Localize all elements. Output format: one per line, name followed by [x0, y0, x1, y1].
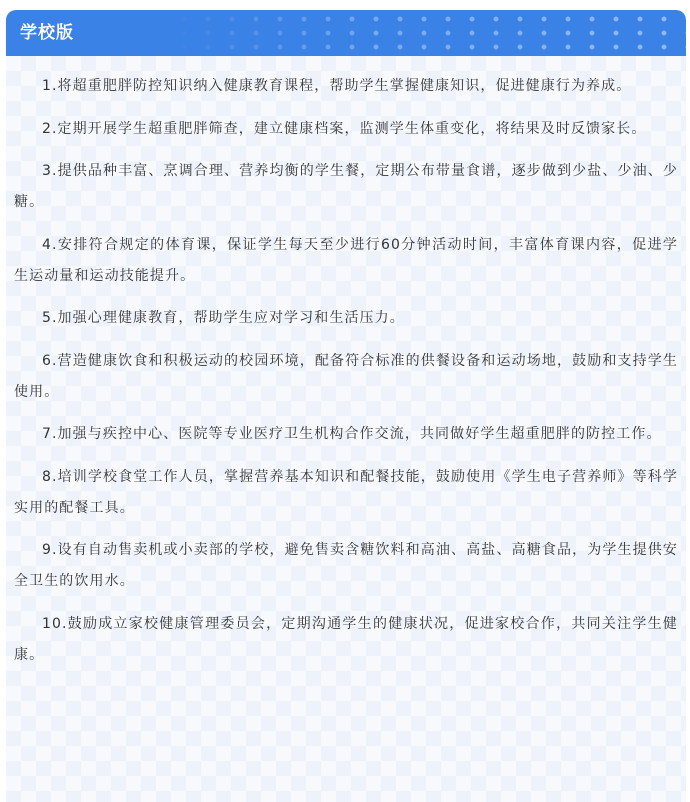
guideline-item-3: 3.提供品种丰富、烹调合理、营养均衡的学生餐，定期公布带量食谱，逐步做到少盐、少油、少糖。	[14, 163, 678, 210]
guideline-item-7: 7.加强与疾控中心、医院等专业医疗卫生机构合作交流，共同做好学生超重肥胖的防控工作。	[42, 426, 662, 442]
section-header	[6, 10, 686, 56]
guideline-item-2: 2.定期开展学生超重肥胖筛查，建立健康档案，监测学生体重变化，将结果及时反馈家长。	[42, 120, 647, 137]
guideline-item-6: 6.营造健康饮食和积极运动的校园环境，配备符合标准的供餐设备和运动场地，鼓励和支持学生使用。	[14, 352, 678, 400]
guideline-item-4: 4.安排符合规定的体育课，保证学生每天至少进行60分钟活动时间，丰富体育课内容，促进学生运动量和运动技能提升。	[14, 236, 678, 284]
guideline-item-5: 5.加强心理健康教育，帮助学生应对学习和生活压力。	[42, 310, 405, 326]
guideline-item-9: 9.设有自动售卖机或小卖部的学校，避免售卖含糖饮料和高油、高盐、高糖食品，为学生提供安全卫生的饮用水。	[14, 542, 678, 589]
guideline-item-8: 8.培训学校食堂工作人员，掌握营养基本知识和配餐技能，鼓励使用《学生电子营养师》等科学实用的配餐工具。	[14, 468, 678, 516]
guideline-item-1: 1.将超重肥胖防控知识纳入健康教育课程，帮助学生掌握健康知识，促进健康行为养成。	[42, 78, 632, 94]
guidelines-list	[6, 56, 686, 802]
section-title: 学校版	[20, 23, 74, 43]
guideline-item-10: 10.鼓励成立家校健康管理委员会，定期沟通学生的健康状况，促进家校合作，共同关注学生健康。	[14, 615, 678, 663]
header-dot-pattern	[166, 10, 686, 56]
